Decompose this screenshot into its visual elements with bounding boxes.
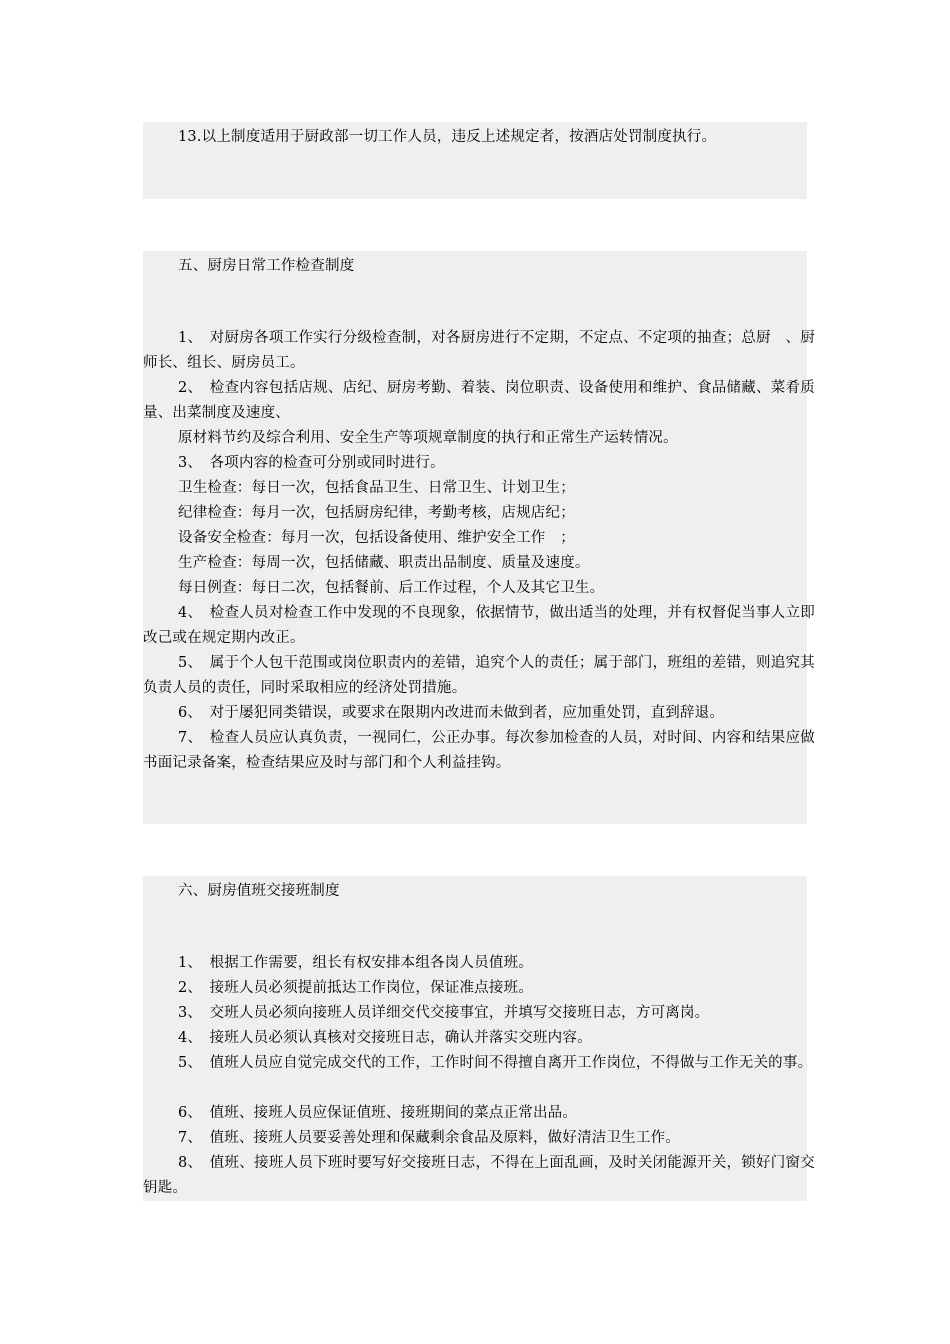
section5-check-equipment: 设备安全检查：每月一次，包括设备使用、维护安全工作 ； xyxy=(178,530,575,546)
section5-check-hygiene: 卫生检查：每日一次，包括食品卫生、日常卫生、计划卫生； xyxy=(178,480,575,496)
section5-item-6: 6、 对于屡犯同类错误，或要求在限期内改进而未做到者，应加重处罚，直到辞退。 xyxy=(178,705,725,721)
section6-title: 六、厨房值班交接班制度 xyxy=(178,883,340,899)
section6-item-1: 1、 根据工作需要，组长有权安排本组各岗人员值班。 xyxy=(178,955,533,971)
section6-item-5: 5、 值班人员应自觉完成交代的工作，工作时间不得擅自离开工作岗位，不得做与工作无关的事。 xyxy=(178,1055,813,1071)
section6-item-2: 2、 接班人员必须提前抵达工作岗位，保证准点接班。 xyxy=(178,980,533,996)
section5-check-production: 生产检查：每周一次，包括储藏、职责出品制度、质量及速度。 xyxy=(178,555,590,571)
section6-block xyxy=(143,876,815,1201)
section6-item-6: 6、 值班、接班人员应保证值班、接班期间的菜点正常出品。 xyxy=(178,1105,578,1121)
section5-item-7: 7、 检查人员应认真负责，一视同仁，公正办事。每次参加检查的人员，对时间、内容和结果应做书面记录备案，检查结果应及时与部门和个人利益挂钩。 xyxy=(143,730,815,771)
section5-block xyxy=(143,251,815,824)
section6-item-8: 8、 值班、接班人员下班时要写好交接班日志，不得在上面乱画，及时关闭能源开关，锁好门窗交钥匙。 xyxy=(143,1155,815,1196)
rule13-block xyxy=(143,122,807,199)
section5-item-2: 2、 检查内容包括店规、店纪、厨房考勤、着装、岗位职责、设备使用和维护、食品储藏、菜肴质量、出菜制度及速度、 xyxy=(143,380,815,421)
section6-item-7: 7、 值班、接班人员要妥善处理和保藏剩余食品及原料，做好清洁卫生工作。 xyxy=(178,1130,680,1146)
section6-item-4: 4、 接班人员必须认真核对交接班日志，确认并落实交班内容。 xyxy=(178,1030,592,1046)
section5-item-3: 3、 各项内容的检查可分别或同时进行。 xyxy=(178,455,445,471)
section5-title: 五、厨房日常工作检查制度 xyxy=(178,258,355,274)
section5-item-4: 4、 检查人员对检查工作中发现的不良现象，依据情节，做出适当的处理，并有权督促当事人立即改己或在规定期内改正。 xyxy=(143,605,815,646)
section5-item-2-cont: 原材料节约及综合利用、安全生产等项规章制度的执行和正常生产运转情况。 xyxy=(178,430,678,446)
rule13-text: 13.以上制度适用于厨政部一切工作人员，违反上述规定者，按酒店处罚制度执行。 xyxy=(178,129,717,145)
section5-item-5: 5、 属于个人包干范围或岗位职责内的差错，追究个人的责任；属于部门，班组的差错，则追究其负责人员的责任，同时采取相应的经济处罚措施。 xyxy=(143,655,815,696)
section6-item-3: 3、 交班人员必须向接班人员详细交代交接事宜，并填写交接班日志，方可离岗。 xyxy=(178,1005,710,1021)
section5-check-discipline: 纪律检查：每月一次，包括厨房纪律，考勤考核，店规店纪； xyxy=(178,505,575,521)
section5-item-1: 1、 对厨房各项工作实行分级检查制，对各厨房进行不定期，不定点、不定项的抽查；总厨 、厨师长、组长、厨房员工。 xyxy=(143,330,815,371)
section5-check-daily: 每日例查：每日二次，包括餐前、后工作过程，个人及其它卫生。 xyxy=(178,580,605,596)
